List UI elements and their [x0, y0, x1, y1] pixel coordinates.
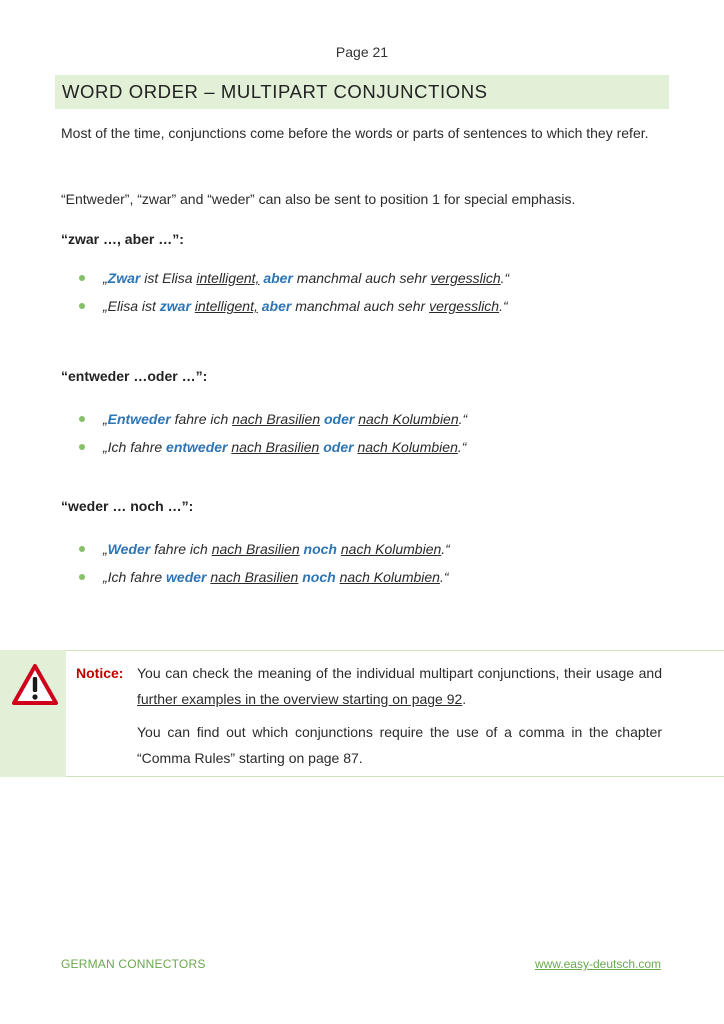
bullet-icon: [79, 416, 85, 422]
underlined-phrase: nach Kolumbien: [340, 541, 442, 557]
footer-website-link[interactable]: www.easy-deutsch.com: [534, 957, 661, 971]
example-list-entweder: [79, 405, 467, 461]
underlined-phrase: nach Kolumbien: [339, 569, 440, 585]
underlined-phrase: intelligent,: [196, 270, 260, 286]
notice-text-1: You can check the meaning of the individual multipart conjunctions, their usage and: [137, 665, 662, 681]
conjunction-keyword: aber: [261, 298, 292, 314]
sentence-text: „Ich fahre: [103, 569, 167, 585]
section-heading-zwar: “zwar …, aber …”:: [61, 231, 184, 247]
sentence-text: „: [103, 270, 108, 286]
bullet-icon: [79, 275, 85, 281]
conjunction-keyword: Zwar: [107, 270, 141, 286]
sentence-text: .“: [458, 411, 468, 427]
example-list-zwar: [79, 264, 509, 320]
sentence-text: „Elisa ist: [103, 298, 160, 314]
conjunction-keyword: noch: [302, 569, 336, 585]
example-text: [103, 439, 466, 455]
example-sentence: [79, 405, 467, 433]
example-sentence: [79, 563, 450, 591]
sentence-text: .“: [499, 298, 508, 314]
conjunction-keyword: zwar: [159, 298, 191, 314]
underlined-phrase: nach Kolumbien: [358, 411, 459, 427]
sentence-text: manchmal auch sehr: [291, 298, 430, 314]
section-title-bar: [55, 75, 669, 109]
example-sentence: [79, 535, 450, 563]
intro-paragraph-1: Most of the time, conjunctions come before the words or parts of sentences to which they refer.: [61, 125, 649, 141]
conjunction-keyword: oder: [324, 411, 355, 427]
bullet-icon: [79, 546, 85, 552]
page-number: Page 21: [335, 44, 389, 60]
sentence-text: fahre ich: [150, 541, 212, 557]
conjunction-keyword: aber: [263, 270, 293, 286]
underlined-phrase: vergesslich: [429, 298, 500, 314]
intro-paragraph-2: “Entweder”, “zwar” and “weder” can also be sent to position 1 for special emphasis.: [61, 191, 576, 207]
underlined-phrase: intelligent,: [194, 298, 258, 314]
overview-link[interactable]: further examples in the overview starting on page 92: [137, 691, 463, 707]
warning-triangle-icon: [11, 663, 59, 707]
underlined-phrase: nach Kolumbien: [357, 439, 458, 455]
bullet-icon: [79, 444, 85, 450]
sentence-text: fahre ich: [170, 411, 233, 427]
underlined-phrase: nach Brasilien: [232, 411, 321, 427]
bullet-icon: [79, 574, 85, 580]
conjunction-keyword: Entweder: [107, 411, 171, 427]
notice-text-1-end: .: [462, 691, 467, 707]
section-heading-weder: “weder … noch …”:: [61, 498, 194, 514]
notice-label: Notice:: [76, 665, 124, 681]
example-sentence: [79, 292, 509, 320]
underlined-phrase: nach Brasilien: [231, 439, 320, 455]
underlined-phrase: vergesslich: [430, 270, 501, 286]
sentence-text: ist Elisa: [140, 270, 197, 286]
bullet-icon: [79, 303, 85, 309]
sentence-text: „Ich fahre: [103, 439, 167, 455]
page-title: WORD ORDER – MULTIPART CONJUNCTIONS: [62, 81, 488, 102]
example-text: [103, 298, 508, 314]
sentence-text: „: [103, 541, 108, 557]
example-sentence: [79, 433, 467, 461]
underlined-phrase: nach Brasilien: [211, 541, 300, 557]
sentence-text: manchmal auch sehr: [292, 270, 431, 286]
example-text: [103, 411, 467, 427]
example-list-weder: [79, 535, 450, 591]
notice-paragraph-1: [137, 660, 662, 712]
conjunction-keyword: weder: [166, 569, 207, 585]
underlined-phrase: nach Brasilien: [210, 569, 299, 585]
conjunction-keyword: oder: [323, 439, 354, 455]
sentence-text: „: [103, 411, 108, 427]
sentence-text: .“: [439, 569, 449, 585]
sentence-text: .“: [500, 270, 510, 286]
example-text: [103, 569, 449, 585]
footer-title: GERMAN CONNECTORS: [61, 957, 206, 971]
sentence-text: .“: [441, 541, 450, 557]
example-text: [103, 541, 450, 557]
section-heading-entweder: “entweder …oder …”:: [61, 368, 208, 384]
conjunction-keyword: noch: [303, 541, 337, 557]
conjunction-keyword: Weder: [107, 541, 151, 557]
sentence-text: .“: [457, 439, 467, 455]
example-text: [103, 270, 509, 286]
notice-paragraph-2: You can find out which conjunctions require the use of a comma in the chapter “Comma Rules” starting on page 87.: [137, 724, 662, 766]
conjunction-keyword: entweder: [166, 439, 228, 455]
example-sentence: [79, 264, 509, 292]
